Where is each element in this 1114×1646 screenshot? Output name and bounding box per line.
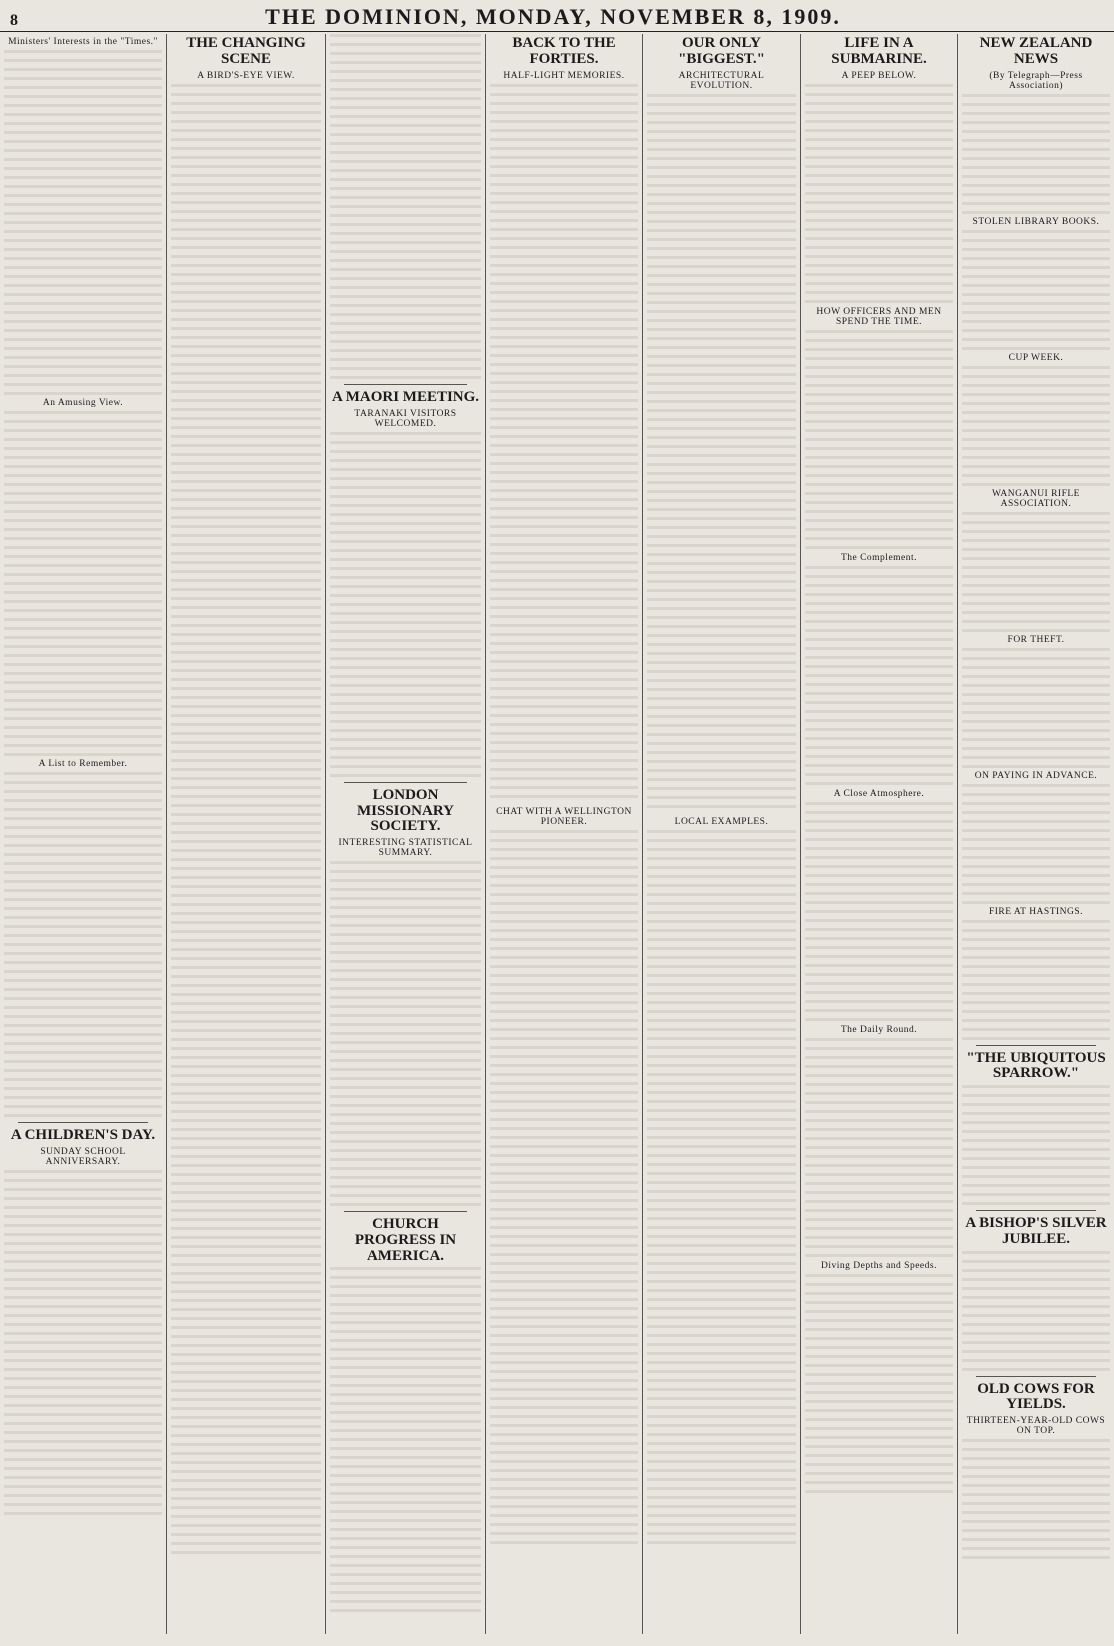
- article-subheading: TARANAKI VISITORS WELCOMED.: [354, 408, 457, 429]
- body-text-lines: [4, 50, 162, 395]
- article-subheading: CUP WEEK.: [1008, 352, 1064, 363]
- article-subheading: An Amusing View.: [42, 398, 124, 408]
- body-text-lines: [330, 34, 481, 379]
- body-text-lines: [647, 830, 796, 1550]
- body-text-lines: [962, 1439, 1110, 1559]
- article-subheading: CHAT WITH A WELLINGTON PIONEER.: [496, 806, 632, 827]
- article-headline: A MAORI MEETING.: [331, 389, 480, 405]
- article-headline: NEW ZEALAND NEWS: [979, 35, 1093, 67]
- article-headline: OUR ONLY "BIGGEST.": [678, 35, 765, 67]
- article-headline: A CHILDREN'S DAY.: [10, 1127, 156, 1143]
- article-subheading: THIRTEEN-YEAR-OLD COWS ON TOP.: [966, 1416, 1106, 1436]
- article-subheading: A BIRD'S-EYE VIEW.: [197, 70, 295, 81]
- masthead: [0, 0, 1114, 30]
- article-subheading: ON PAYING IN ADVANCE.: [974, 770, 1098, 781]
- newspaper-title: THE DOMINION, MONDAY, NOVEMBER 8, 1909.: [265, 4, 841, 29]
- column-rule: [344, 1211, 467, 1212]
- body-text-lines: [490, 830, 638, 1550]
- article-headline: BACK TO THE FORTIES.: [512, 35, 616, 67]
- body-text-lines: [962, 920, 1110, 1040]
- article-subheading: (By Telegraph—Press Association): [989, 70, 1083, 91]
- body-text-lines: [4, 411, 162, 756]
- column-rule: [976, 1045, 1096, 1046]
- body-text-lines: [962, 1251, 1110, 1371]
- article-subheading: The Daily Round.: [840, 1024, 918, 1035]
- article-headline: LONDON MISSIONARY SOCIETY.: [357, 786, 454, 835]
- body-text-lines: [805, 566, 953, 786]
- article-subheading: Diving Depths and Speeds.: [821, 1260, 937, 1271]
- column-3: [325, 34, 485, 1634]
- article-subheading: HALF-LIGHT MEMORIES.: [503, 70, 625, 81]
- column-2: [166, 34, 325, 1634]
- body-text-lines: [962, 1085, 1110, 1205]
- article-subheading: FOR THEFT.: [1007, 634, 1065, 645]
- body-text-lines: [805, 330, 953, 550]
- article-headline: "THE UBIQUITOUS SPARROW.": [966, 1049, 1106, 1082]
- article-subheading: ARCHITECTURAL EVOLUTION.: [678, 70, 765, 91]
- body-text-lines: [330, 861, 481, 1206]
- body-text-lines: [962, 366, 1110, 486]
- body-text-lines: [4, 1170, 162, 1515]
- column-5: [642, 34, 800, 1634]
- body-text-lines: [330, 1267, 481, 1612]
- body-text-lines: [171, 84, 321, 1554]
- body-text-lines: [962, 230, 1110, 350]
- article-subheading: FIRE AT HASTINGS.: [988, 906, 1084, 917]
- article-subheading: Ministers' Interests in the "Times.": [8, 37, 158, 47]
- body-text-lines: [805, 1274, 953, 1494]
- column-rule: [18, 1122, 148, 1123]
- body-text-lines: [962, 512, 1110, 632]
- body-text-lines: [490, 84, 638, 804]
- article-subheading: A PEEP BELOW.: [841, 70, 917, 81]
- article-headline: LIFE IN A SUBMARINE.: [831, 35, 927, 67]
- body-text-lines: [805, 1038, 953, 1258]
- column-rule: [344, 384, 467, 385]
- masthead-rule: [0, 31, 1114, 32]
- column-rule: [976, 1376, 1096, 1377]
- body-text-lines: [330, 432, 481, 777]
- article-subheading: WANGANUI RIFLE ASSOCIATION.: [991, 488, 1080, 509]
- column-rule: [976, 1210, 1096, 1211]
- column-rule: [344, 782, 467, 783]
- body-text-lines: [962, 784, 1110, 904]
- article-subheading: INTERESTING STATISTICAL SUMMARY.: [338, 838, 473, 858]
- column-1: [0, 34, 166, 1634]
- article-subheading: A List to Remember.: [38, 759, 128, 769]
- article-subheading: SUNDAY SCHOOL ANNIVERSARY.: [40, 1146, 126, 1167]
- article-headline: A BISHOP'S SILVER JUBILEE.: [965, 1215, 1107, 1247]
- body-text-lines: [647, 94, 796, 814]
- page-number: 8: [10, 12, 18, 29]
- column-4: [485, 34, 642, 1634]
- body-text-lines: [805, 84, 953, 304]
- article-subheading: The Complement.: [840, 552, 918, 563]
- column-7: [957, 34, 1114, 1634]
- article-subheading: A Close Atmosphere.: [833, 788, 925, 799]
- body-text-lines: [962, 94, 1110, 214]
- article-headline: OLD COWS FOR YIELDS.: [977, 1380, 1095, 1413]
- article-subheading: HOW OFFICERS AND MEN SPEND THE TIME.: [816, 306, 942, 327]
- article-headline: THE CHANGING SCENE: [186, 35, 306, 67]
- body-text-lines: [962, 648, 1110, 768]
- article-headline: CHURCH PROGRESS IN AMERICA.: [354, 1216, 457, 1264]
- article-subheading: LOCAL EXAMPLES.: [674, 816, 769, 827]
- body-text-lines: [4, 772, 162, 1117]
- article-subheading: STOLEN LIBRARY BOOKS.: [972, 216, 1100, 227]
- column-6: [800, 34, 957, 1634]
- body-text-lines: [805, 802, 953, 1022]
